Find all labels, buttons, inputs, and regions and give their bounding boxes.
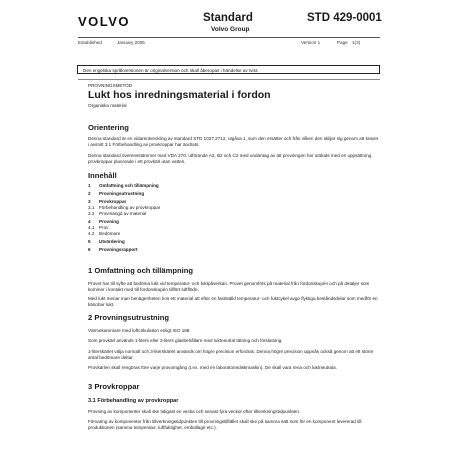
language-notice-box (77, 65, 380, 74)
heading-section-2: 2 Provningsutrustning (88, 313, 170, 322)
toc-entry-number: 4.2 (88, 231, 95, 236)
orientering-paragraph-1: Denna standard är en vidareutveckling av standard STD 1027,2712, utgåva 1, som den ersätter och från vilken den skiljer sig genom att kravet i avsnitt 3.1 Förbehandling av provkroppar har ändrats. (88, 136, 379, 148)
document-title: Lukt hos inredningsmaterial i fordon (88, 89, 271, 101)
toc-entry-title: Utvärdering (99, 239, 125, 244)
heading-section-1: 1 Omfattning och tillämpning (88, 266, 194, 275)
toc-entry-title: Bedömare (99, 231, 121, 236)
section-1-paragraph-1: Provet har till syfte att bedöma lukt vid temperatur- och fuktpåverkan. Provet genomförs på material från fordonskupén och på detaljer som kommer i kontakt med till fordonskupén tillfört luftflöde. (88, 281, 370, 293)
toc-entry-number: 4 (88, 219, 91, 224)
heading-section-3: 3 Provkroppar (88, 382, 140, 391)
toc-entry (88, 199, 126, 204)
page-label: Page (337, 40, 348, 45)
section-3-paragraph-1: Provning av komponenter skall ske tidigast en vecka och senast fyra veckor efter tillverkningstidpunkten. (88, 409, 301, 414)
section-2-paragraph-1: Värmekammare med luftcirkulation enligt ISO 188. (88, 328, 191, 333)
toc-entry (88, 211, 146, 216)
toc-entry (88, 219, 119, 224)
toc-entry-title: Omfattning och tillämpning (99, 183, 159, 188)
section-2-paragraph-4: Provkärlen skall rengöras före varje provomgång (t.ex. med en laboratoriediskmaskin). De skall vara rena och luktneutrala. (88, 365, 337, 370)
section-1-paragraph-2: Med lukt menar man benägenheten hos ett material att efter en fastställd temperatur- och fuktcykel avge flyktiga beståndsdelar som medför en kännbar lukt. (88, 296, 378, 308)
orientering-paragraph-2: Denna standard överensstämmer med VDA 270, utförande A2, B2 och C2 med undantag av att provningen har utökats med en uppsättning provkroppar placerade i ett provkärl utan vatten. (88, 153, 372, 165)
method-label: PROVNINGSMETOD (88, 83, 133, 88)
toc-entry-title: Provning (99, 219, 119, 224)
toc-entry (88, 239, 125, 244)
toc-entry-number: 4.1 (88, 225, 95, 230)
established-value: January 2005 (117, 40, 145, 45)
toc-entry-title: Förbehandling av provkroppar (99, 205, 161, 210)
notice-divider (78, 79, 380, 80)
established-label: Established (78, 40, 102, 45)
toc-entry-number: 6 (88, 247, 91, 252)
section-3-paragraph-2: Förvaring av komponenter från tillverkningstidpunkten till provningstillfället skall ske på samma sätt som för en komponent levererad till produktionen (samma temperatur, luftfuktighet, emballage etc.). (88, 419, 362, 431)
toc-entry-title: Prov (99, 225, 109, 230)
toc-entry (88, 183, 159, 188)
header-divider (78, 37, 380, 38)
toc-entry-title: Provmängd av material (99, 211, 147, 216)
toc-entry-number: 3.1 (88, 205, 95, 210)
page-value: 1(3) (352, 40, 361, 45)
section-2-paragraph-2: Som provkärl används 1-liters eller 3-liters glasbehållare med luktneutral tätning och förslutning. (88, 338, 283, 343)
toc-entry-title: Provningsrapport (99, 247, 138, 252)
toc-entry (88, 205, 160, 210)
volvo-logo: VOLVO (78, 14, 131, 29)
toc-entry-title: Provkroppar (99, 199, 127, 204)
version-text: Version 1 (301, 40, 321, 45)
toc-entry-number: 2 (88, 191, 91, 196)
toc-entry (88, 225, 108, 230)
toc-entry-number: 5 (88, 239, 91, 244)
toc-entry-number: 3.2 (88, 211, 95, 216)
header-doc-number: STD 429-0001 (307, 12, 382, 24)
toc-entry (88, 231, 120, 236)
section-2-paragraph-3: 1-literskärlet välja normalt och 3-literskärlet används om högre precision erfordras. Denna högre precision uppnås också genom att ett större antal bedömare deltar. (88, 349, 374, 361)
document-subtitle: Organiska material (88, 103, 127, 108)
toc-entry-number: 3 (88, 199, 91, 204)
toc-entry (88, 247, 138, 252)
heading-orientering: Orientering (88, 123, 129, 132)
heading-section-3-1: 3.1 Förbehandling av provkroppar (88, 398, 179, 404)
language-notice-text: Den engelska språkversionen är originalversion och skall åberopas i händelse av tvist. (83, 67, 259, 73)
header-standard: Standard (203, 12, 253, 24)
toc-entry-title: Provningsutrustning (99, 191, 145, 196)
toc-entry (88, 191, 144, 196)
toc-entry-number: 1 (88, 183, 91, 188)
header-group: Volvo Group (211, 26, 250, 33)
heading-innehall: Innehåll (88, 171, 117, 180)
